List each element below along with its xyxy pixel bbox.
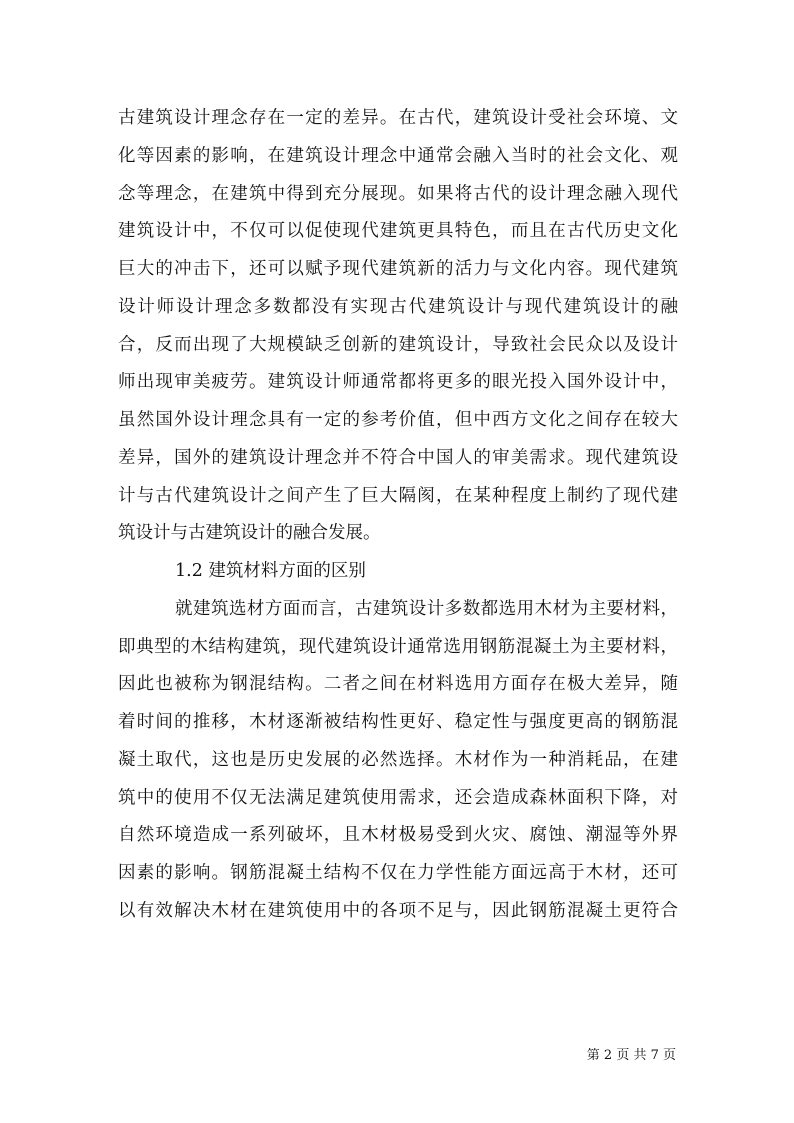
paragraph-line: 念等理念，在建筑中得到充分展现。如果将古代的设计理念融入现代 [118,184,678,204]
paragraph-line: 因此也被称为钢混结构。二者之间在材料选用方面存在极大差异，随 [118,674,678,694]
paragraph-line: 凝土取代，这也是历史发展的必然选择。木材作为一种消耗品，在建 [118,750,678,770]
paragraph-line: 差异，国外的建筑设计理念并不符合中国人的审美需求。现代建筑设 [118,448,678,468]
paragraph-line: 计与古代建筑设计之间产生了巨大隔阂，在某种程度上制约了现代建 [118,486,678,506]
paragraph-line: 化等因素的影响，在建筑设计理念中通常会融入当时的社会文化、观 [118,146,678,166]
paragraph-line: 巨大的冲击下，还可以赋予现代建筑新的活力与文化内容。现代建筑 [118,259,678,279]
paragraph-line: 自然环境造成一系列破坏，且木材极易受到火灾、腐蚀、潮湿等外界 [118,825,678,845]
paragraph-line: 因素的影响。钢筋混凝土结构不仅在力学性能方面远高于木材，还可 [118,863,678,883]
paragraph-line: 即典型的木结构建筑，现代建筑设计通常选用钢筋混凝土为主要材料， [118,637,678,657]
paragraph-line: 建筑设计中，不仅可以促使现代建筑更具特色，而且在古代历史文化 [118,221,678,241]
paragraph-line: 设计师设计理念多数都没有实现古代建筑设计与现代建筑设计的融 [118,297,678,317]
paragraph-line: 合，反而出现了大规模缺乏创新的建筑设计，导致社会民众以及设计 [118,335,678,355]
paragraph-line: 古建筑设计理念存在一定的差异。在古代，建筑设计受社会环境、文 [118,108,678,128]
paragraph-line: 以有效解决木材在建筑使用中的各项不足与，因此钢筋混凝土更符合 [118,901,678,921]
page-number-footer: 第 2 页 共 7 页 [586,1048,676,1063]
paragraph-line: 筑中的使用不仅无法满足建筑使用需求，还会造成森林面积下降，对 [118,788,678,808]
paragraph-line: 就建筑选材方面而言，古建筑设计多数都选用木材为主要材料， [175,599,678,619]
paragraph-line: 师出现审美疲劳。建筑设计师通常都将更多的眼光投入国外设计中， [118,372,678,392]
paragraph-line: 筑设计与古建筑设计的融合发展。 [118,523,381,543]
paragraph-line: 着时间的推移，木材逐渐被结构性更好、稳定性与强度更高的钢筋混 [118,712,678,732]
section-heading: 1.2 建筑材料方面的区别 [175,561,366,581]
paragraph-line: 虽然国外设计理念具有一定的参考价值，但中西方文化之间存在较大 [118,410,678,430]
